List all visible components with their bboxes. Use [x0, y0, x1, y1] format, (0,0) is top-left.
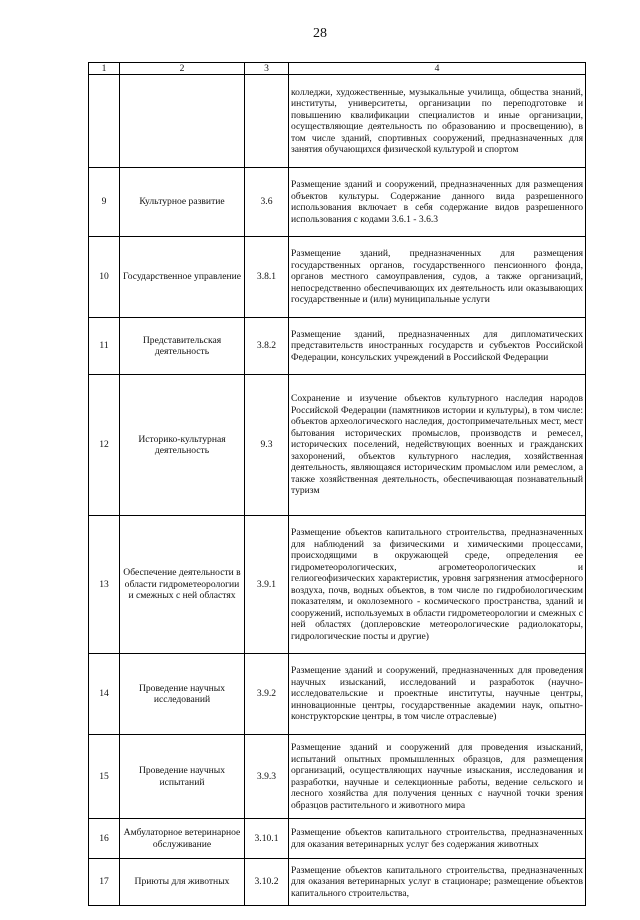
table-row	[89, 318, 586, 375]
row-number: 15	[89, 735, 120, 819]
table-row	[89, 237, 586, 318]
row-description: Размещение зданий и сооружений, предназначенных для размещения объектов культуры. Содержание данного вида разрешенного использования включает в себя содержание видов разрешенного использования с кодами 3.6.1 - 3.6.3	[289, 168, 586, 237]
row-code: 3.9.2	[245, 654, 289, 735]
row-name: Приюты для животных	[120, 859, 245, 906]
row-description: Размещение зданий и сооружений для проведения изысканий, испытаний опытных промышленных образцов, для размещения организаций, осуществляющих научные изыскания, исследования и разработки, научные и селекционные работы, ведение сельского и лесного хозяйства для получения ценных с научной точки зрения образцов растительного и животного мира	[289, 735, 586, 819]
table-row	[89, 819, 586, 859]
table-row	[89, 516, 586, 654]
row-number: 12	[89, 375, 120, 516]
row-description: Размещение зданий и сооружений, предназначенных для проведения научных изысканий, исследований и разработок (научно-исследовательские и проектные институты, научные центры, инновационные центры, государственные академии наук, опытно-конструкторские центры, в том числе отраслевые)	[289, 654, 586, 735]
row-name: Амбулаторное ветеринарное обслуживание	[120, 819, 245, 859]
table-row	[89, 168, 586, 237]
table-row	[89, 375, 586, 516]
header-col-2: 2	[120, 63, 245, 75]
row-description: Размещение зданий, предназначенных для дипломатических представительств иностранных государств и субъектов Российской Федерации, консульских учреждений в Российской Федерации	[289, 318, 586, 375]
row-name: Проведение научных испытаний	[120, 735, 245, 819]
row-description: Размещение объектов капитального строительства, предназначенных для оказания ветеринарных услуг в стационаре; размещение объектов капитального строительства,	[289, 859, 586, 906]
header-col-1: 1	[89, 63, 120, 75]
row-number: 17	[89, 859, 120, 906]
page-number: 28	[313, 26, 327, 41]
row-number: 11	[89, 318, 120, 375]
row-description: Размещение объектов капитального строительства, предназначенных для наблюдений за физическими и химическими процессами, происходящими в окружающей среде, определения ее гидрометеорологических, агрометеорологических и гелиогеофизических характеристик, уровня загрязнения атмосферного воздуха, почв, водных объектов, в том числе по гидробиологическим показателям, и околоземного - космического пространства, зданий и сооружений, используемых в области гидрометеорологии и смежных с ней областях (доплеровские метеорологические радиолокаторы, гидрологические посты и другие)	[289, 516, 586, 654]
row-description: колледжи, художественные, музыкальные училища, общества знаний, институты, университеты, организации по переподготовке и повышению квалификации специалистов и иные организации, осуществляющие деятельность по образованию и просвещению), в том числе зданий, спортивных сооружений, предназначенных для занятия обучающихся физической культурой и спортом	[289, 75, 586, 168]
row-name	[120, 75, 245, 168]
land-use-table	[88, 62, 586, 906]
row-name: Культурное развитие	[120, 168, 245, 237]
row-name: Обеспечение деятельности в области гидрометеорологии и смежных с ней областях	[120, 516, 245, 654]
row-number: 14	[89, 654, 120, 735]
row-code: 9.3	[245, 375, 289, 516]
header-col-4: 4	[289, 63, 586, 75]
row-number: 16	[89, 819, 120, 859]
row-name: Представительская деятельность	[120, 318, 245, 375]
row-code: 3.9.3	[245, 735, 289, 819]
row-code: 3.10.2	[245, 859, 289, 906]
row-description: Сохранение и изучение объектов культурного наследия народов Российской Федерации (памятников истории и культуры), в том числе: объектов археологического наследия, достопримечательных мест, мест бытования исторических промыслов, производств и ремесел, исторических поселений, недействующих военных и гражданских захоронений, объектов культурного наследия, хозяйственная деятельность, являющаяся историческим промыслом или ремеслом, а также хозяйственная деятельность, обеспечивающая познавательный туризм	[289, 375, 586, 516]
row-code: 3.10.1	[245, 819, 289, 859]
table-row	[89, 654, 586, 735]
row-number: 10	[89, 237, 120, 318]
row-number	[89, 75, 120, 168]
row-code: 3.8.1	[245, 237, 289, 318]
row-code	[245, 75, 289, 168]
row-number: 9	[89, 168, 120, 237]
row-name: Проведение научных исследований	[120, 654, 245, 735]
table-row	[89, 735, 586, 819]
row-code: 3.6	[245, 168, 289, 237]
table-row	[89, 859, 586, 906]
row-number: 13	[89, 516, 120, 654]
table-row	[89, 75, 586, 168]
row-description: Размещение объектов капитального строительства, предназначенных для оказания ветеринарных услуг без содержания животных	[289, 819, 586, 859]
row-description: Размещение зданий, предназначенных для размещения государственных органов, государственного пенсионного фонда, органов местного самоуправления, судов, а также организаций, непосредственно обеспечивающих их деятельность или оказывающих государственные и (или) муниципальные услуги	[289, 237, 586, 318]
row-code: 3.8.2	[245, 318, 289, 375]
row-name: Историко-культурная деятельность	[120, 375, 245, 516]
table-header-row	[89, 63, 586, 75]
row-code: 3.9.1	[245, 516, 289, 654]
header-col-3: 3	[245, 63, 289, 75]
row-name: Государственное управление	[120, 237, 245, 318]
